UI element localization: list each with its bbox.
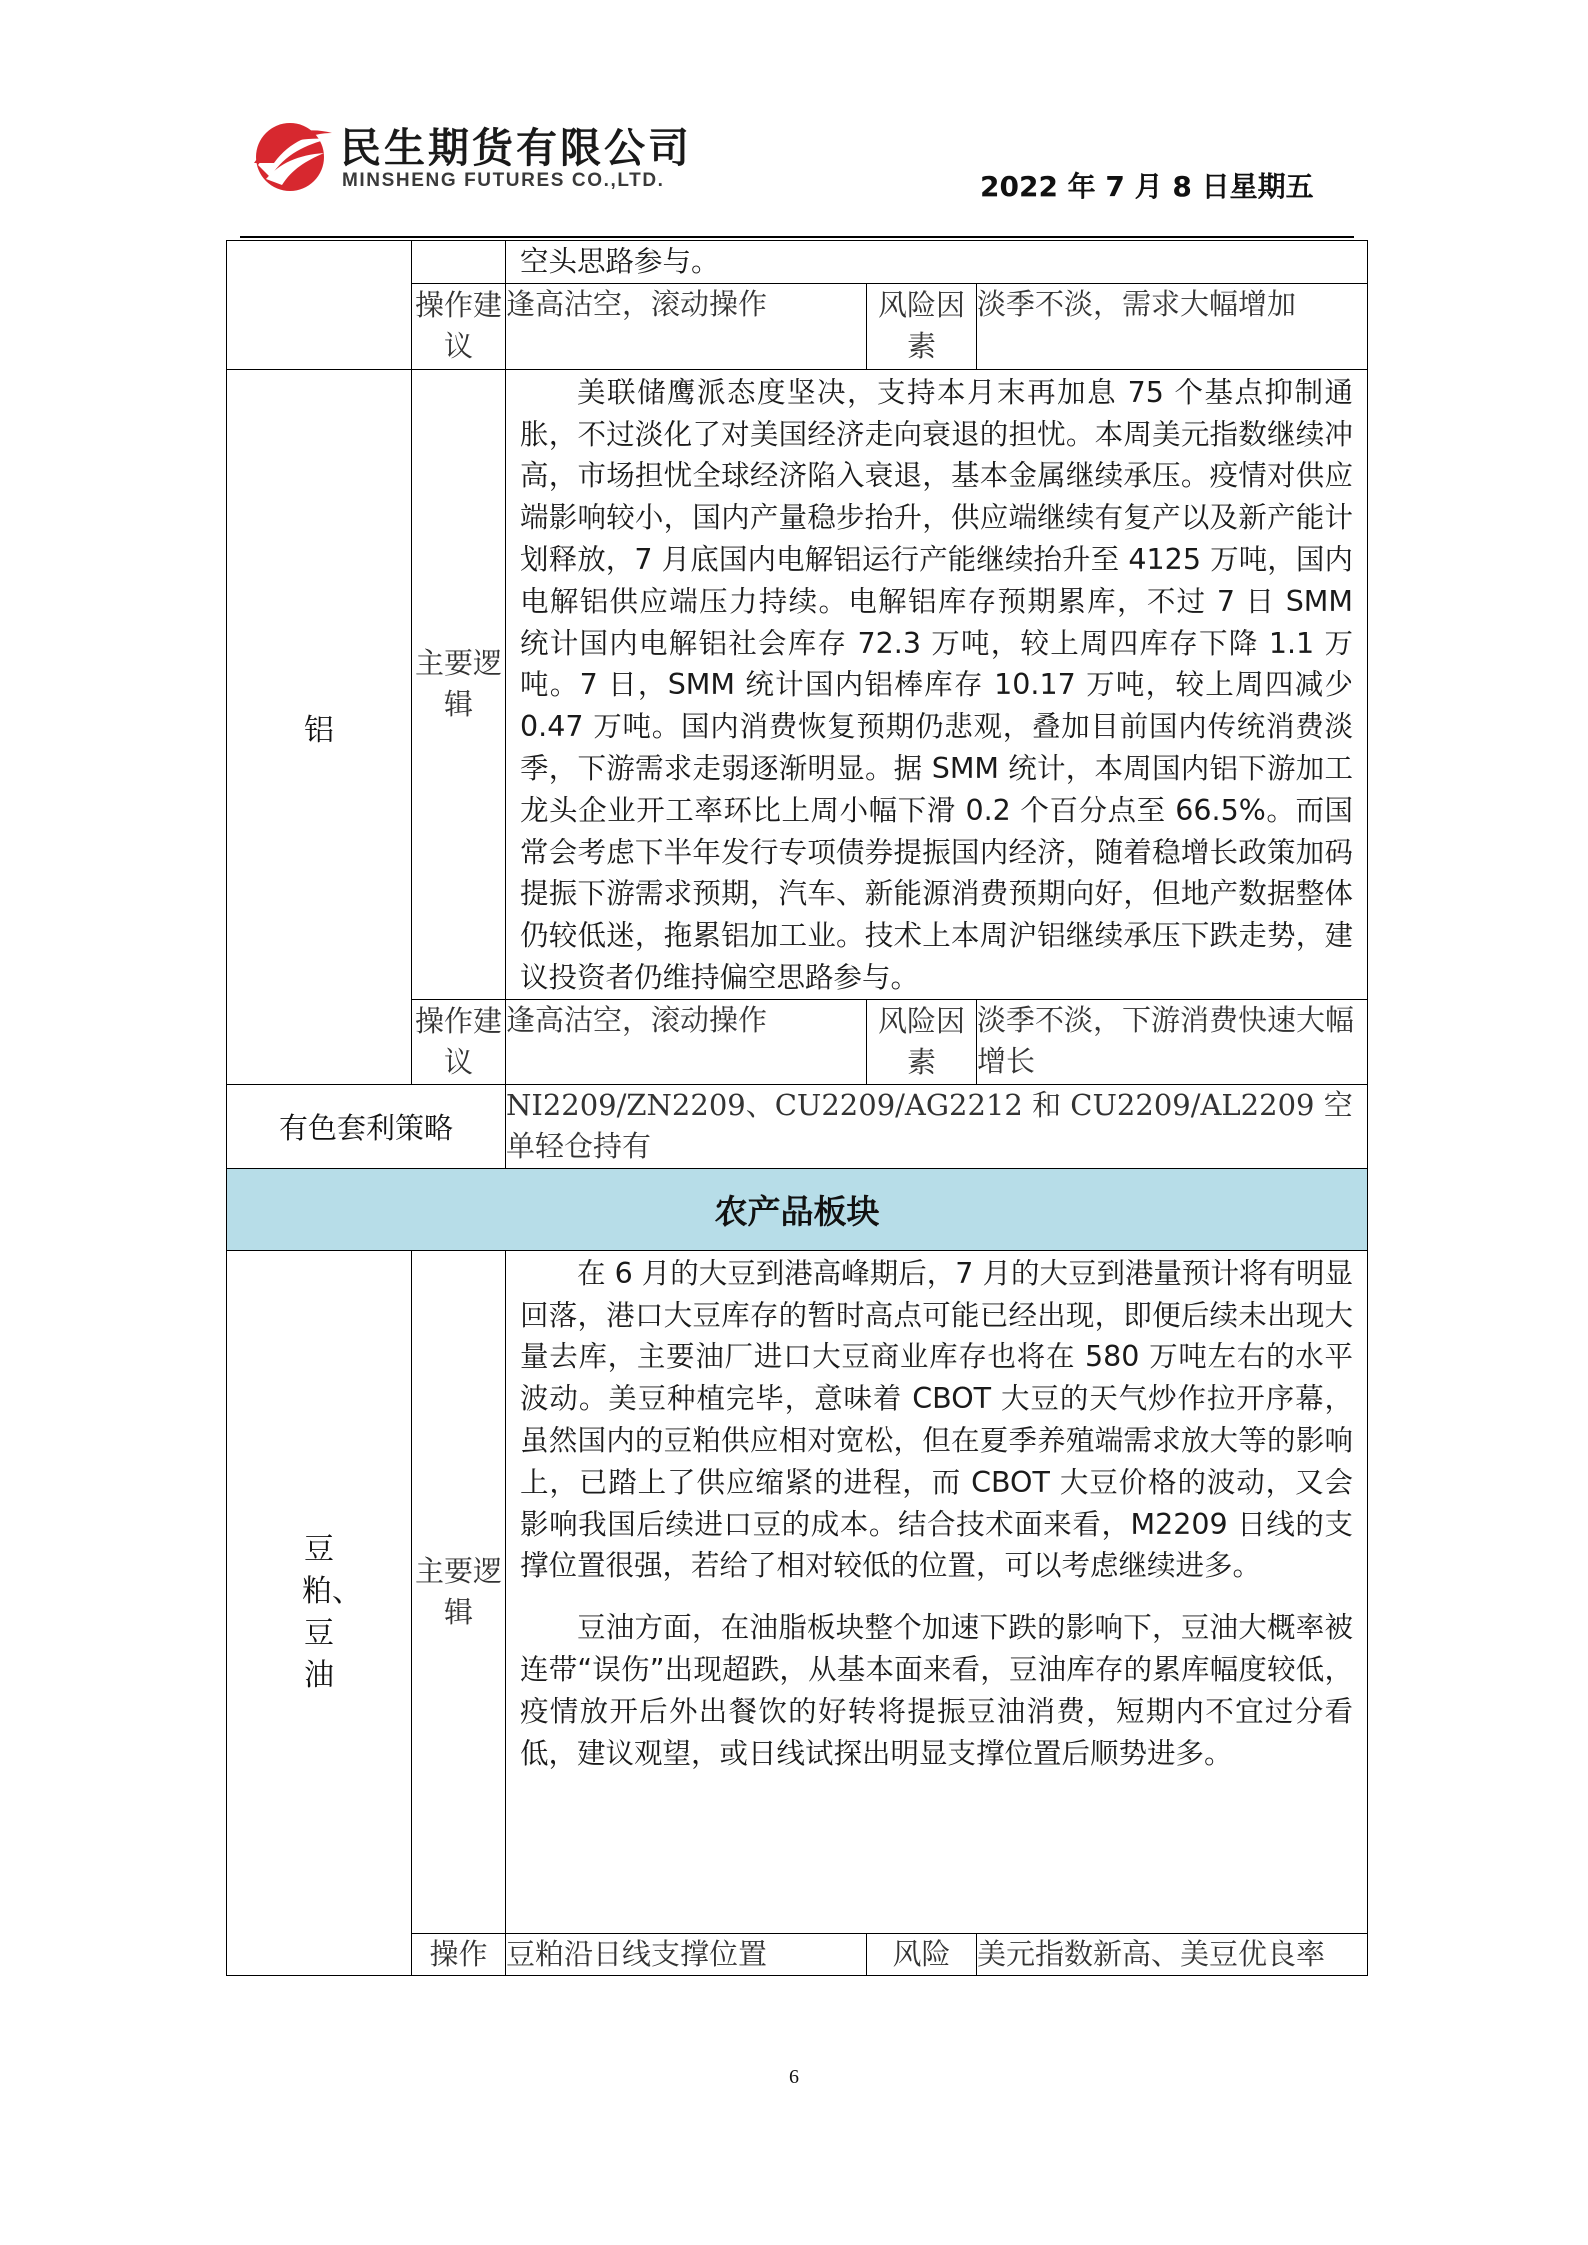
aluminum-logic-label: 主要逻辑 bbox=[412, 369, 506, 999]
continuation-risk-label: 风险因素 bbox=[867, 283, 977, 369]
aluminum-logic-text: 美联储鹰派态度坚决，支持本月末再加息 75 个基点抑制通胀，不过淡化了对美国经济走向衰退的担忧。本周美元指数继续冲高，市场担忧全球经济陷入衰退，基本金属继续承压。疫情对供应端影响较小，国内产量稳步抬升，供应端继续有复产以及新产能计划释放，7 月底国内电解铝运行产能继续抬升至 4125 万吨，国内电解铝供应端压力持续。电解铝库存预期累库，不过 7 日 SMM 统计国内电解铝社会库存 72.3 万吨，较上周四库存下降 1.1 万吨。7 日，SMM 统计国内铝棒库存 10.17 万吨，较上周四减少 0.47 万吨。国内消费恢复预期仍悲观，叠加目前国内传统消费淡季，下游需求走弱逐渐明显。据 SMM 统计，本周国内铝下游加工龙头企业开工率环比上周小幅下滑 0.2 个百分点至 66.5%。而国常会考虑下半年发行专项债券提振国内经济，随着稳增长政策加码提振下游需求预期，汽车、新能源消费预期向好，但地产数据整体仍较低迷，拖累铝加工业。技术上本周沪铝继续承压下跌走势，建议投资者仍维持偏空思路参与。 bbox=[520, 375, 1353, 994]
soy-op-label: 操作 bbox=[412, 1933, 506, 1975]
section-title-agri: 农产品板块 bbox=[227, 1168, 1368, 1250]
report-table bbox=[226, 240, 1368, 1976]
soy-logic-paragraph-2: 豆油方面，在油脂板块整个加速下跌的影响下，豆油大概率被连带“误伤”出现超跌，从基本面来看，豆油库存的累库幅度较低，疫情放开后外出餐饮的好转将提振豆油消费，短期内不宜过分看低，建议观望，或日线试探出明显支撑位置后顺势进多。 bbox=[520, 1611, 1353, 1770]
aluminum-logic-row bbox=[227, 369, 1368, 999]
continuation-label-cell bbox=[412, 241, 506, 284]
arbitrage-text: NI2209/ZN2209、CU2209/AG2212 和 CU2209/AL2209 空单轻仓持有 bbox=[506, 1084, 1368, 1168]
continuation-text: 空头思路参与。 bbox=[520, 245, 720, 278]
soy-logic-label: 主要逻辑 bbox=[412, 1250, 506, 1933]
continuation-op-text: 逢高沽空，滚动操作 bbox=[506, 283, 867, 369]
continuation-op-label: 操作建议 bbox=[412, 283, 506, 369]
aluminum-op-text: 逢高沽空，滚动操作 bbox=[506, 999, 867, 1084]
soy-risk-label: 风险 bbox=[867, 1933, 977, 1975]
logo-mark-icon bbox=[252, 119, 332, 193]
page-number: 6 bbox=[789, 2066, 799, 2088]
aluminum-risk-text: 淡季不淡，下游消费快速大幅增长 bbox=[977, 999, 1368, 1084]
report-date: 2022 年 7 月 8 日星期五 bbox=[980, 170, 1314, 203]
continuation-row bbox=[227, 241, 1368, 284]
company-name-en: MINSHENG FUTURES CO.,LTD. bbox=[342, 170, 665, 191]
arbitrage-label: 有色套利策略 bbox=[227, 1084, 506, 1168]
soy-category: 豆粕、豆油 bbox=[302, 1531, 362, 1693]
soy-logic-row bbox=[227, 1250, 1368, 1933]
aluminum-risk-label: 风险因素 bbox=[867, 999, 977, 1084]
soy-logic-paragraph-1: 在 6 月的大豆到港高峰期后，7 月的大豆到港量预计将有明显回落，港口大豆库存的暂时高点可能已经出现，即便后续未出现大量去库，主要油厂进口大豆商业库存也将在 580 万吨左右的水平波动。美豆种植完毕，意味着 CBOT 大豆的天气炒作拉开序幕，虽然国内的豆粕供应相对宽松，但在夏季养殖端需求放大等的影响上，已踏上了供应缩紧的进程，而 CBOT 大豆价格的波动，又会影响我国后续进口豆的成本。结合技术面来看，M2209 日线的支撑位置很强，若给了相对较低的位置，可以考虑继续进多。 bbox=[520, 1256, 1353, 1583]
soy-risk-text: 美元指数新高、美豆优良率 bbox=[977, 1933, 1368, 1975]
arbitrage-row bbox=[227, 1084, 1368, 1168]
aluminum-category: 铝 bbox=[227, 369, 412, 1084]
agri-section-row bbox=[227, 1168, 1368, 1250]
continuation-category-cell bbox=[227, 241, 412, 370]
aluminum-op-label: 操作建议 bbox=[412, 999, 506, 1084]
company-name-cn: 民生期货有限公司 bbox=[340, 124, 692, 172]
header-divider bbox=[240, 236, 1354, 238]
company-logo bbox=[252, 115, 722, 195]
continuation-risk-text: 淡季不淡，需求大幅增加 bbox=[977, 283, 1368, 369]
soy-op-text: 豆粕沿日线支撑位置 bbox=[506, 1933, 867, 1975]
